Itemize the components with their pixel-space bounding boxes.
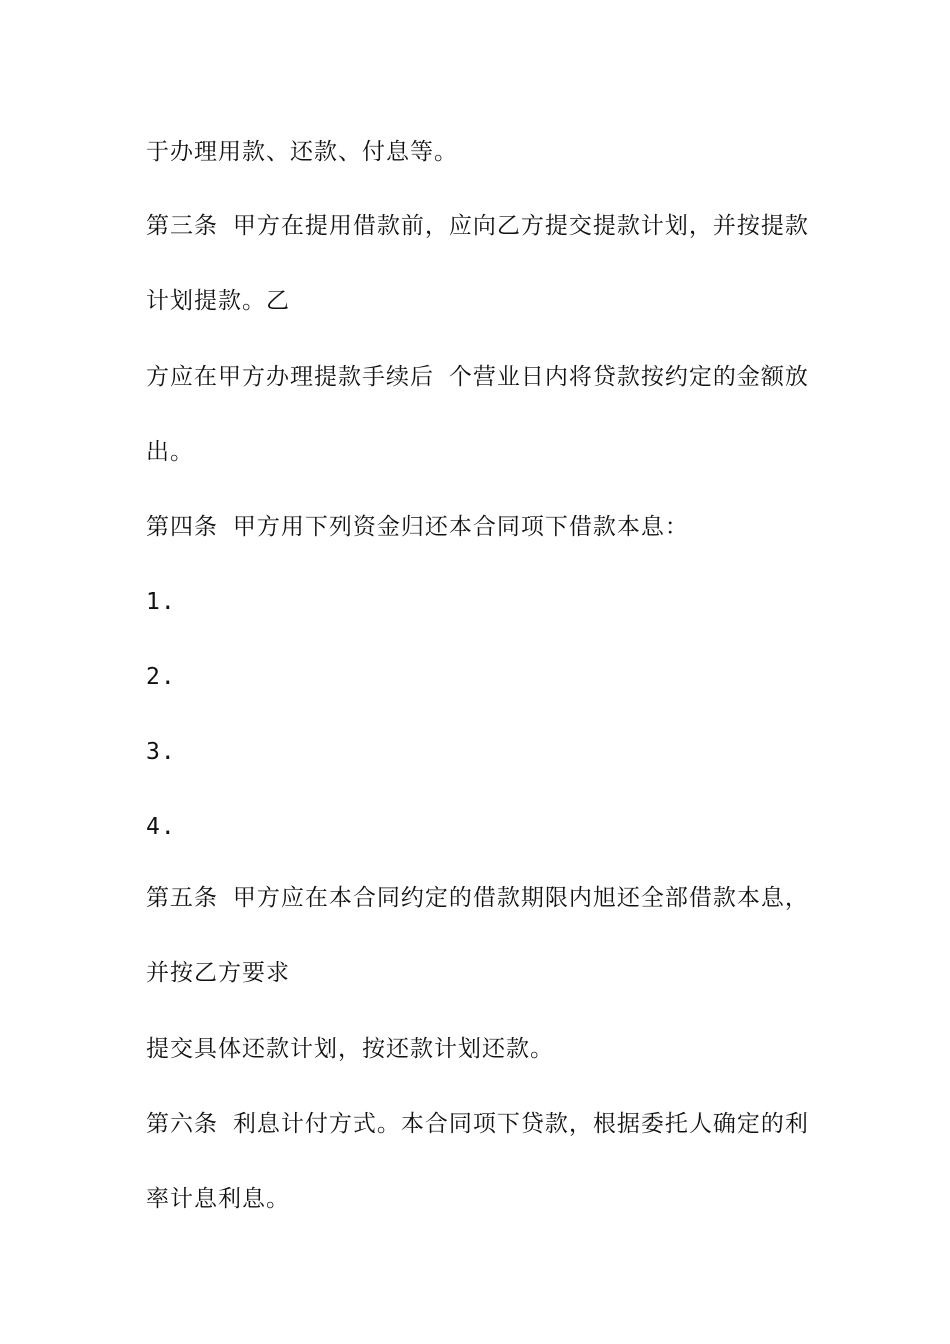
article-4-line: 第四条 甲方用下列资金归还本合同项下借款本息： xyxy=(146,514,689,540)
text-line: 于办理用款、还款、付息等。 xyxy=(146,139,458,165)
text-line: 并按乙方要求 xyxy=(146,960,290,986)
article-6-line: 第六条 利息计付方式。本合同项下贷款，根据委托人确定的利 xyxy=(146,1111,809,1137)
text-line: 方应在甲方办理提款手续后 个营业日内将贷款按约定的金额放 xyxy=(146,364,809,390)
text-line: 计划提款。乙 xyxy=(146,288,290,314)
article-3-line: 第三条 甲方在提用借款前，应向乙方提交提款计划，并按提款 xyxy=(146,213,809,239)
text-line: 出。 xyxy=(146,439,194,465)
text-line: 提交具体还款计划，按还款计划还款。 xyxy=(146,1036,554,1062)
text-line: 率计息利息。 xyxy=(146,1186,290,1212)
list-item: 1. xyxy=(146,589,176,615)
article-5-line: 第五条 甲方应在本合同约定的借款期限内旭还全部借款本息， xyxy=(146,885,809,911)
list-item: 3. xyxy=(146,739,176,765)
list-item: 4. xyxy=(146,814,176,840)
list-item: 2. xyxy=(146,664,176,690)
